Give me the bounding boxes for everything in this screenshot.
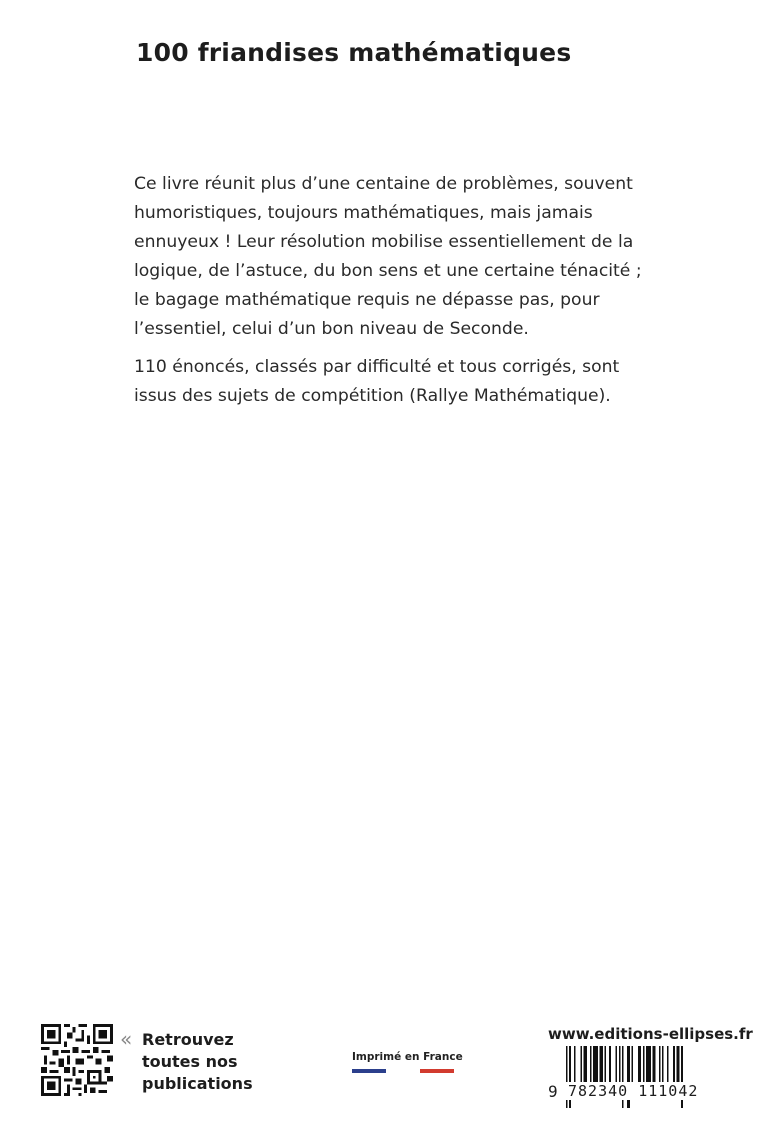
- flag-blue: [352, 1069, 386, 1073]
- printed-label: Imprimé en France: [352, 1051, 463, 1063]
- publisher-website[interactable]: www.editions-ellipses.fr: [548, 1025, 753, 1043]
- isbn-digits: 782340 111042: [566, 1082, 726, 1100]
- isbn-lead-digit: 9: [548, 1082, 558, 1101]
- blurb-paragraph-1: Ce livre réunit plus d’une centaine de problèmes, souvent humoristiques, toujours mathématiques, mais jamais ennuyeux ! Leur résolution mobilise essentiellement de la logique, de l’astuce, du bon sens et une certaine ténacité ; le bagage mathématique requis ne dépasse pas, pour l’essentiel, celui d’un bon niveau de Seconde.: [134, 174, 642, 339]
- printed-in-france-mark: [352, 1051, 463, 1073]
- back-cover-blurb: [134, 170, 694, 420]
- qr-code[interactable]: [41, 1024, 113, 1096]
- qr-caption: Retrouvez toutes nos publications: [142, 1030, 253, 1093]
- flag-white: [386, 1069, 420, 1073]
- flag-red: [420, 1069, 454, 1073]
- french-flag-stripe: [352, 1069, 454, 1073]
- chevron-left-icon: «: [120, 1027, 133, 1051]
- blurb-paragraph-2: 110 énoncés, classés par difficulté et tous corrigés, sont issus des sujets de compétition (Rallye Mathématique).: [134, 357, 620, 406]
- book-title: 100 friandises mathématiques: [136, 38, 572, 67]
